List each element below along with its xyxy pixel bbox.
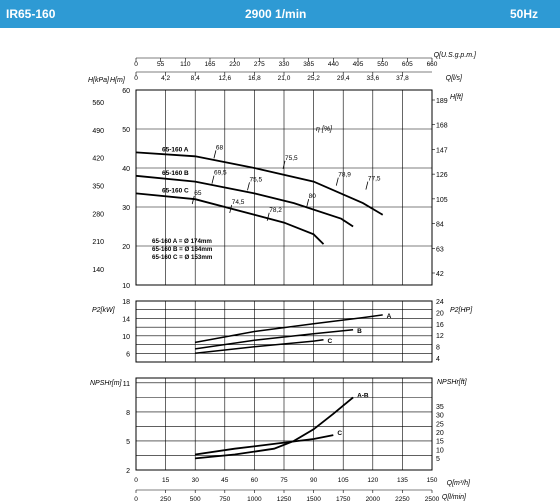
efficiency-value: 68 <box>215 144 224 152</box>
efficiency-tick <box>192 196 194 204</box>
lmin-tick-label: 250 <box>160 496 172 503</box>
power-curve-label: C <box>327 337 333 345</box>
efficiency-tick <box>366 182 368 190</box>
lmin-tick-label: 1250 <box>276 496 292 503</box>
lmin-tick-label: 2000 <box>365 496 381 503</box>
npsh-curve-label: C <box>337 430 343 438</box>
efficiency-tick <box>336 178 338 186</box>
head-m-label: H[m] <box>110 77 125 84</box>
efficiency-value: 74,5 <box>231 198 245 206</box>
npsh-m-label: NPSHr[m] <box>90 380 122 387</box>
usgpm-tick-label: 55 <box>157 61 165 68</box>
usgpm-tick-label: 550 <box>377 61 389 68</box>
npsh-ft-tick: 30 <box>436 412 444 420</box>
efficiency-tick <box>247 182 249 190</box>
ls-tick-label: 8,4 <box>190 75 200 82</box>
power-curve-label: A <box>386 312 392 320</box>
efficiency-tick <box>307 199 309 207</box>
ls-tick-label: 12,6 <box>218 75 232 82</box>
m3h-tick-label: 0 <box>134 477 138 484</box>
frequency-label: 50Hz <box>510 7 539 21</box>
m3h-tick-label: 135 <box>396 477 408 484</box>
pump-performance-chart <box>0 28 560 504</box>
npsh-ft-tick: 25 <box>436 421 444 429</box>
power-kw-label: P2[kW] <box>92 307 115 314</box>
efficiency-value: 78,9 <box>338 171 351 179</box>
ls-tick-label: 0 <box>134 75 138 82</box>
efficiency-tick <box>214 150 216 158</box>
head-curve <box>136 193 324 244</box>
npsh-m-tick: 2 <box>126 468 130 475</box>
usgpm-tick-label: 275 <box>253 61 265 68</box>
npsh-m-tick: 11 <box>122 380 130 388</box>
usgpm-tick-label: 220 <box>229 61 241 68</box>
head-curve <box>136 176 353 227</box>
head-kpa-tick: 420 <box>92 155 104 163</box>
efficiency-value: 75,5 <box>285 154 298 162</box>
efficiency-value: 80 <box>308 193 316 201</box>
ls-tick-label: 4,2 <box>161 75 171 82</box>
npsh-m-tick: 8 <box>126 409 130 417</box>
model-title: IR65-160 <box>6 7 56 21</box>
impeller-diameter-note: 65-160 B = Ø 164mm <box>152 246 213 253</box>
head-ft-label: H[ft] <box>450 94 463 101</box>
head-ft-tick: 147 <box>436 147 448 155</box>
head-ft-tick: 105 <box>436 196 448 204</box>
head-ft-tick: 126 <box>436 172 448 180</box>
power-hp-tick: 8 <box>436 344 440 352</box>
usgpm-tick-label: 330 <box>278 61 290 68</box>
efficiency-label: η [%] <box>316 126 332 133</box>
lmin-tick-label: 750 <box>219 496 231 503</box>
efficiency-value: 75,5 <box>249 176 263 184</box>
head-ft-tick: 168 <box>436 122 448 130</box>
m3h-tick-label: 150 <box>426 477 438 484</box>
npsh-ft-tick: 5 <box>436 456 440 463</box>
npsh-ft-tick: 20 <box>436 430 444 437</box>
npsh-curve <box>195 435 333 454</box>
head-ft-tick: 63 <box>436 246 444 254</box>
ls-tick-label: 33,6 <box>366 75 380 82</box>
lmin-tick-label: 2250 <box>395 496 410 503</box>
efficiency-tick <box>212 176 214 184</box>
npsh-curve <box>195 397 353 458</box>
lmin-tick-label: 2500 <box>424 496 440 503</box>
head-ft-tick: 189 <box>436 98 448 105</box>
power-kw-tick: 18 <box>122 299 130 306</box>
head-kpa-tick: 210 <box>92 239 104 247</box>
head-m-tick: 60 <box>122 88 130 95</box>
lmin-tick-label: 0 <box>134 496 138 503</box>
head-ft-tick: 84 <box>436 221 444 229</box>
ls-tick-label: 16,8 <box>248 75 261 82</box>
power-curve-label: B <box>357 327 362 335</box>
npsh-ft-label: NPSHr[ft] <box>437 379 467 386</box>
head-kpa-tick: 490 <box>92 127 104 135</box>
head-kpa-tick: 350 <box>92 183 104 191</box>
usgpm-tick-label: 165 <box>204 61 216 68</box>
usgpm-tick-label: 660 <box>426 61 438 68</box>
ls-tick-label: 21,0 <box>277 75 291 82</box>
m3h-tick-label: 45 <box>221 477 229 484</box>
usgpm-tick-label: 495 <box>352 61 364 68</box>
m3h-tick-label: 90 <box>309 477 318 484</box>
head-m-tick: 10 <box>122 283 130 290</box>
npsh-m-tick: 5 <box>126 438 130 446</box>
efficiency-value: 78,2 <box>269 206 282 214</box>
m3h-tick-label: 60 <box>250 477 259 484</box>
efficiency-value: 77,5 <box>367 175 381 183</box>
head-kpa-label: H[kPa] <box>88 77 110 84</box>
power-hp-tick: 16 <box>436 321 444 329</box>
head-ft-tick: 42 <box>436 271 444 278</box>
m3h-tick-label: 75 <box>280 477 288 484</box>
m3h-tick-label: 15 <box>161 477 170 484</box>
m3h-tick-label: 105 <box>337 477 349 484</box>
ls-tick-label: 37,8 <box>396 75 409 82</box>
ls-tick-label: 29,4 <box>336 75 350 82</box>
power-hp-label: P2[HP] <box>450 307 473 314</box>
m3h-tick-label: 120 <box>367 477 379 484</box>
npsh-ft-tick: 15 <box>436 438 444 446</box>
lmin-tick-label: 1500 <box>306 496 321 503</box>
usgpm-tick-label: 440 <box>327 61 339 68</box>
power-kw-tick: 6 <box>126 351 130 359</box>
head-m-tick: 30 <box>122 205 130 212</box>
efficiency-value: 69,5 <box>213 169 227 177</box>
power-hp-tick: 4 <box>436 356 440 363</box>
power-hp-tick: 24 <box>436 299 444 306</box>
head-m-tick: 40 <box>122 166 130 173</box>
head-m-tick: 50 <box>122 127 130 134</box>
m3h-tick-label: 30 <box>191 477 199 484</box>
head-curve-label: 65-160 A <box>162 146 189 154</box>
lmin-tick-label: 1000 <box>247 496 262 503</box>
power-curve <box>195 315 383 343</box>
header-bar <box>0 0 560 28</box>
usgpm-tick-label: 605 <box>401 61 413 68</box>
ls-tick-label: 25,2 <box>307 75 320 82</box>
power-kw-tick: 14 <box>122 316 130 324</box>
power-kw-tick: 10 <box>122 333 130 341</box>
efficiency-value: 65 <box>194 189 202 197</box>
npsh-ft-tick: 10 <box>436 447 444 455</box>
lmin-tick-label: 1750 <box>335 496 351 503</box>
head-curve-label: 65-160 B <box>162 169 189 177</box>
head-kpa-tick: 140 <box>92 267 104 274</box>
head-m-tick: 20 <box>122 244 130 251</box>
lmin-tick-label: 500 <box>189 496 201 503</box>
speed-label: 2900 1/min <box>245 7 307 21</box>
power-hp-tick: 20 <box>436 310 444 318</box>
impeller-diameter-note: 65-160 C = Ø 153mm <box>152 254 213 261</box>
head-curve-label: 65-160 C <box>162 187 189 195</box>
usgpm-tick-label: 0 <box>134 61 138 68</box>
head-kpa-tick: 560 <box>92 100 104 107</box>
m3h-axis-label: Q[m³/h] <box>446 480 470 487</box>
usgpm-tick-label: 110 <box>180 61 191 68</box>
head-kpa-tick: 280 <box>92 211 104 219</box>
power-hp-tick: 12 <box>436 333 444 341</box>
usgpm-axis-label: Q[U.S.g.p.m.] <box>433 52 476 59</box>
ls-axis-label: Q[l/s] <box>445 75 462 82</box>
npsh-curve-label: A-B <box>357 392 369 400</box>
npsh-ft-tick: 35 <box>436 404 444 411</box>
lmin-axis-label: Q[l/min] <box>441 494 466 501</box>
head-curve <box>136 152 383 214</box>
usgpm-tick-label: 385 <box>303 61 315 68</box>
impeller-diameter-note: 65-160 A = Ø 174mm <box>152 238 212 245</box>
